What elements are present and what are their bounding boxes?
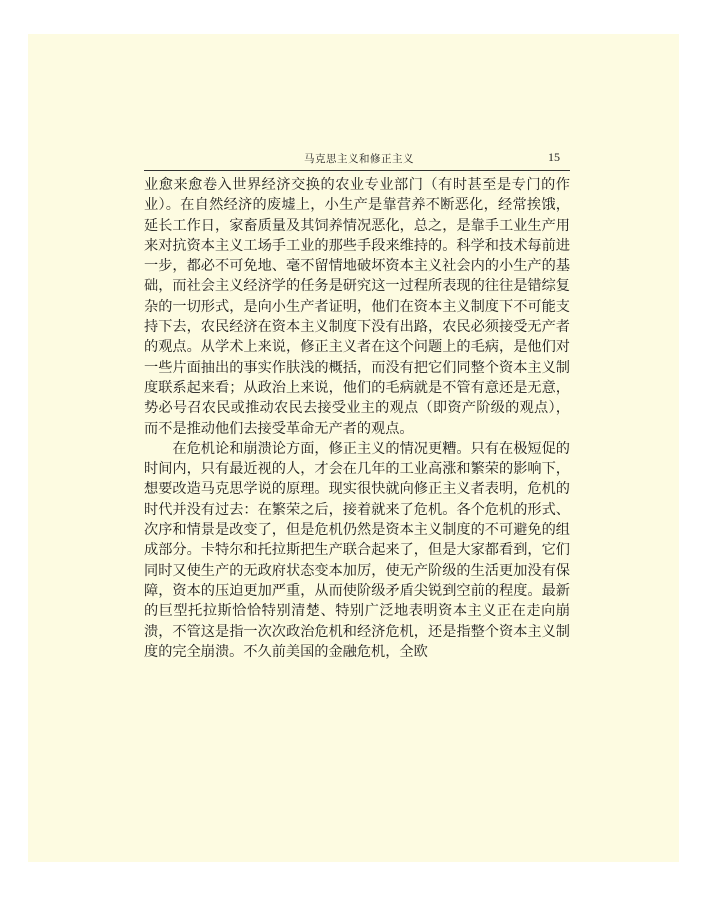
paragraph-crisis-theory: 在危机论和崩溃论方面，修正主义的情况更糟。只有在极短促的时间内，只有最近视的人，才会在几年的工业高涨和繁荣的影响下，想要改造马克思学说的原理。现实很快就向修正主义者表明，危机的时代并没有过去：在繁荣之后，接着就来了危机。各个危机的形式、次序和情景是改变了，但是危机仍然是资本主义制度的不可避免的组成部分。卡特尔和托拉斯把生产联合起来了，但是大家都看到，它们同时又使生产的无政府状态变本加厉，使无产阶级的生活更加没有保障，资本的压迫更加严重，从而使阶级矛盾尖锐到空前的程度。最新的巨型托拉斯恰恰特别清楚、特别广泛地表明资本主义正在走向崩溃，不管这是指一次次政治危机和经济危机，还是指整个资本主义制度的完全崩溃。不久前美国的金融危机，全欧 [144,440,570,660]
running-header [144,148,570,171]
body-text [144,175,570,662]
running-title: 马克思主义和修正主义 [304,153,414,165]
paragraph-continued: 业愈来愈卷入世界经济交换的农业专业部门（有时甚至是专门的作业）。在自然经济的废墟上，小生产是靠营养不断恶化，经常挨饿，延长工作日，家畜质量及其饲养情况恶化，总之，是靠手工业生产用来对抗资本主义工场手工业的那些手段来维持的。科学和技术每前进一步，都必不可免地、毫不留情地破坏资本主义社会内的小生产的基础，而社会主义经济学的任务是研究这一过程所表现的往往是错综复杂的一切形式，是向小生产者证明，他们在资本主义制度下不可能支持下去，农民经济在资本主义制度下没有出路，农民必须接受无产者的观点。从学术上来说，修正主义者在这个问题上的毛病，是他们对一些片面抽出的事实作肤浅的概括，而没有把它们同整个资本主义制度联系起来看；从政治上来说，他们的毛病就是不管有意还是无意，势必号召农民或推动农民去接受业主的观点（即资产阶级的观点），而不是推动他们去接受革命无产者的观点。 [144,177,570,437]
page-number: 15 [548,150,560,164]
